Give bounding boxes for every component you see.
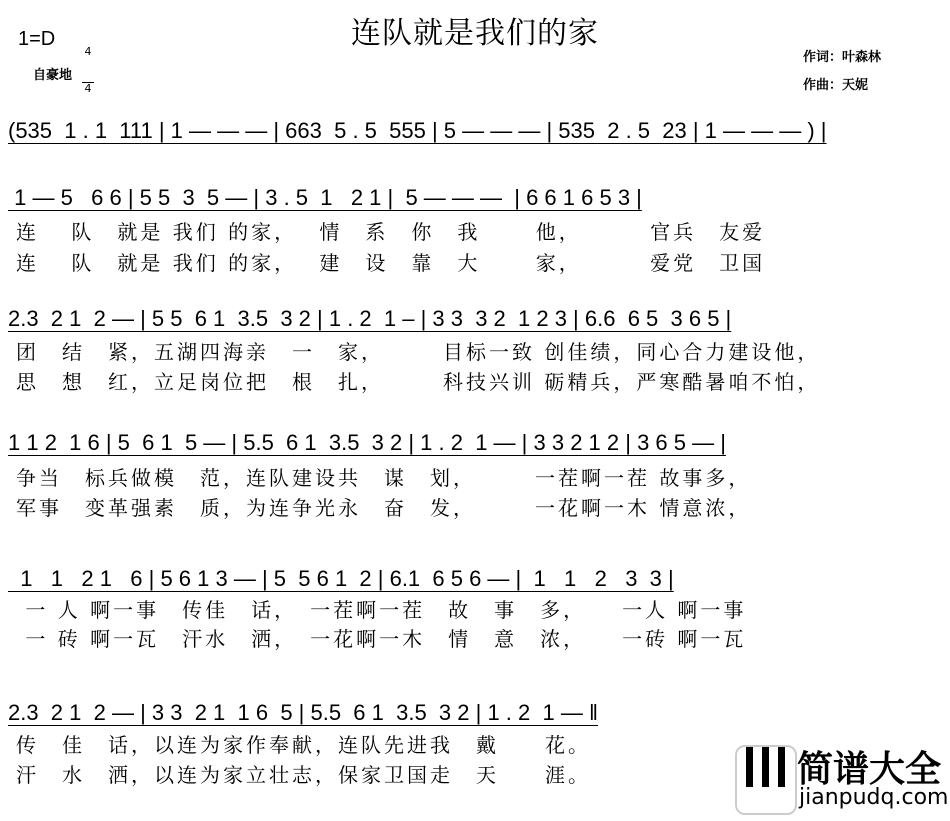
composer: 作曲：天妮 [803, 78, 869, 93]
lyrics-verse1: 一 人 啊一事 传佳 话， 一茬啊一茬 故 事 多， 一人 啊一事 [16, 598, 747, 622]
watermark-text: 简谱大全 [797, 749, 942, 790]
notation-row: 2.3 2 1 2 — | 3 3 2 1 1 6 5 | 5.5 6 1 3.5 3 2 | 1 . 2 1 — ‖ [8, 700, 599, 725]
lyrics-verse1: 团 结 紧，五湖四海亲 一 家， 目标一致 创佳绩，同心合力建设他， [16, 340, 821, 364]
lyrics-verse2: 一 砖 啊一瓦 汗水 洒， 一花啊一木 情 意 浓， 一砖 啊一瓦 [16, 627, 747, 651]
song-title: 连队就是我们的家 [351, 16, 599, 51]
notation-row: 2.3 2 1 2 — | 5 5 6 1 3.5 3 2 | 1 . 2 1 – | 3 3 3 2 1 2 3 | 6.6 6 5 3 6 5 | [8, 306, 732, 331]
lyrics-verse2: 军事 变革强素 质，为连争光永 奋 发， 一花啊一木 情意浓， [16, 496, 752, 520]
lyricist: 作词：叶森林 [803, 50, 882, 65]
lyrics-verse1: 传 佳 话，以连为家作奉献，连队先进我 戴 花。 [16, 733, 591, 757]
time-sig-top: 4 [84, 45, 92, 58]
lyrics-verse2: 连 队 就是 我们 的家， 建 设 靠 大 家， 爱党 卫国 [16, 251, 766, 275]
lyrics-verse1: 争当 标兵做模 范，连队建设共 谋 划， 一茬啊一茬 故事多， [16, 466, 752, 490]
watermark-logo [735, 745, 950, 815]
notation-intro: (535 1 . 1 111 | 1 — — — | 663 5 . 5 555 | 5 — — — | 535 2 . 5 23 | 1 — — — ) | [8, 118, 827, 143]
piano-icon [735, 745, 797, 815]
lyrics-verse1: 连 队 就是 我们 的家， 情 系 你 我 他， 官兵 友爱 [16, 220, 766, 244]
key-signature: 1=D [18, 28, 56, 50]
lyrics-verse2: 汗 水 洒，以连为家立壮志，保家卫国走 天 涯。 [16, 763, 591, 787]
time-sig-bottom: 4 [82, 82, 94, 95]
notation-row: 1 1 2 1 6 | 5 6 1 5 — | 5.5 6 1 3.5 3 2 | 1 . 2 1 — | 3 3 2 1 2 | 3 6 5 — | [8, 430, 726, 455]
time-signature [82, 22, 94, 107]
lyrics-verse2: 思 想 红，立足岗位把 根 扎， 科技兴训 砺精兵，严寒酷暑咱不怕， [16, 370, 821, 394]
style-mark: 自豪地 [33, 68, 73, 83]
watermark-url: jianpudq.com [799, 785, 949, 810]
notation-row: 1 1 2 1 6 | 5 6 1 3 — | 5 5 6 1 2 | 6.1 6 5 6 — | 1 1 2 3 3 | [8, 566, 674, 591]
notation-row: 1 — 5 6 6 | 5 5 3 5 — | 3 . 5 1 2 1 | 5 — — — | 6 6 1 6 5 3 | [8, 185, 642, 210]
